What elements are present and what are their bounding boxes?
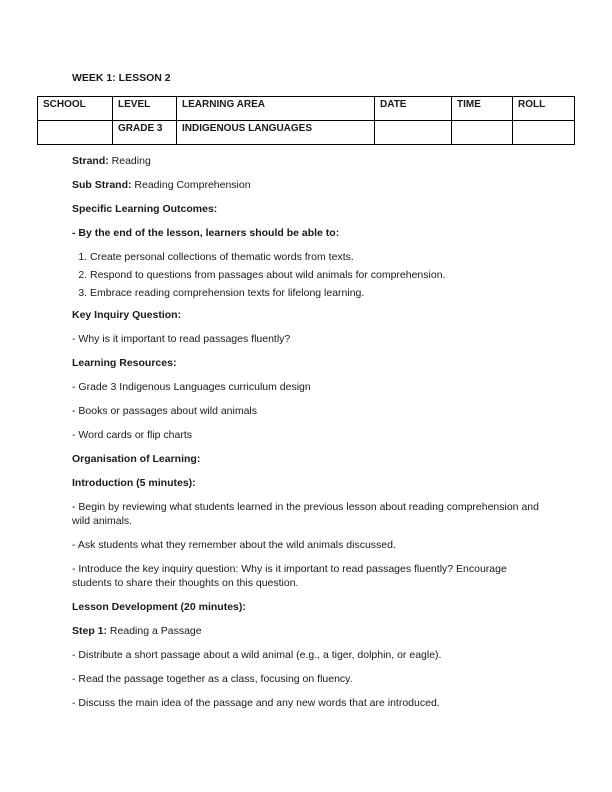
step1-label: Step 1: (72, 625, 108, 637)
outcomes-list (72, 250, 542, 300)
strand-label: Strand: (72, 155, 109, 167)
introduction-heading: Introduction (5 minutes): (72, 477, 196, 489)
list-item: 3. Embrace reading comprehension texts for lifelong learning. (90, 286, 542, 300)
table-cell (38, 121, 113, 145)
table-cell (375, 121, 452, 145)
table-header-cell: TIME (452, 97, 513, 121)
table-cell (513, 121, 575, 145)
table-header-cell: ROLL (513, 97, 575, 121)
list-item: - Ask students what they remember about the wild animals discussed. (72, 539, 396, 551)
list-item: - Begin by reviewing what students learned in the previous lesson about reading comprehension and wild animals. (72, 501, 539, 527)
table-header-row (38, 97, 575, 121)
lesson-info-table (37, 96, 575, 145)
strand-value: Reading (108, 155, 151, 167)
step1-value: Reading a Passage (107, 625, 202, 637)
strand-line (72, 154, 542, 168)
sub-strand-value: Reading Comprehension (131, 179, 251, 191)
lesson-content (72, 154, 542, 720)
resources-heading: Learning Resources: (72, 357, 177, 369)
step1-line (72, 624, 542, 638)
sub-strand-label: Sub Strand: (72, 179, 132, 191)
table-header-cell: LEVEL (113, 97, 177, 121)
slo-intro: - By the end of the lesson, learners should be able to: (72, 227, 340, 239)
list-item: - Discuss the main idea of the passage and any new words that are introduced. (72, 697, 440, 709)
kiq-text: - Why is it important to read passages fluently? (72, 333, 291, 345)
table-cell (452, 121, 513, 145)
list-item: - Grade 3 Indigenous Languages curriculum design (72, 381, 311, 393)
organisation-heading: Organisation of Learning: (72, 453, 201, 465)
table-cell: INDIGENOUS LANGUAGES (177, 121, 375, 145)
list-item: - Introduce the key inquiry question: Why is it important to read passages fluently? Encourage students to share their thoughts on this question. (72, 563, 507, 589)
list-item: - Books or passages about wild animals (72, 405, 258, 417)
table-header-cell: SCHOOL (38, 97, 113, 121)
list-item: 2. Respond to questions from passages about wild animals for comprehension. (90, 268, 542, 282)
table-header-cell: LEARNING AREA (177, 97, 375, 121)
list-item: 1. Create personal collections of thematic words from texts. (90, 250, 542, 264)
list-item: - Distribute a short passage about a wild animal (e.g., a tiger, dolphin, or eagle). (72, 649, 442, 661)
table-header-cell: DATE (375, 97, 452, 121)
kiq-heading: Key Inquiry Question: (72, 309, 182, 321)
list-item: - Read the passage together as a class, focusing on fluency. (72, 673, 353, 685)
sub-strand-line (72, 178, 542, 192)
list-item: - Word cards or flip charts (72, 429, 193, 441)
slo-heading: Specific Learning Outcomes: (72, 203, 218, 215)
lesson-title: WEEK 1: LESSON 2 (72, 72, 171, 84)
table-cell: GRADE 3 (113, 121, 177, 145)
development-heading: Lesson Development (20 minutes): (72, 601, 246, 613)
table-row (38, 121, 575, 145)
